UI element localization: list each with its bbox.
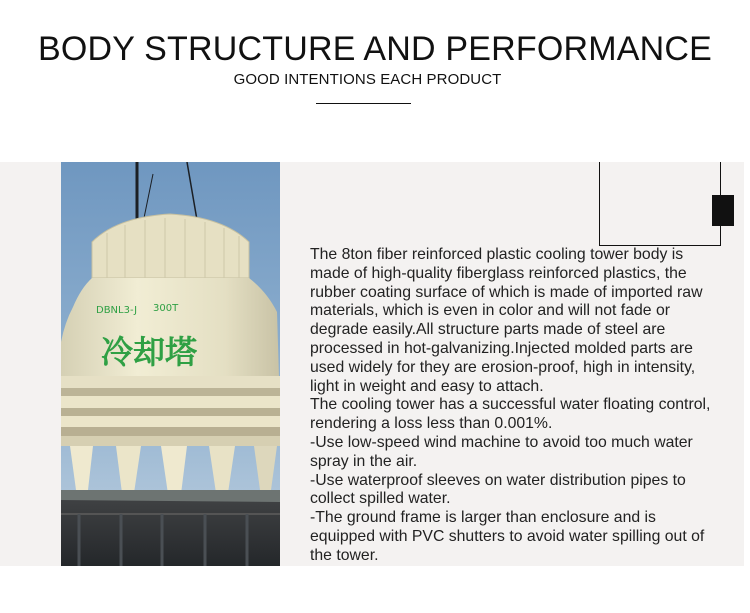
title-divider	[316, 103, 411, 104]
tower-louver-bands	[61, 376, 280, 436]
cooling-tower-illustration	[61, 162, 280, 566]
product-description	[310, 246, 715, 566]
page-header	[0, 0, 750, 162]
description-paragraph-5: -The ground frame is larger than enclosure and is equipped with PVC shutters to avoid water spilling out of the tower.	[310, 509, 705, 564]
content-panel	[0, 162, 744, 566]
tower-capacity-label: 300T	[153, 303, 179, 314]
decorative-corner-frame	[599, 162, 721, 246]
bottom-margin	[0, 566, 750, 613]
description-paragraph-3: -Use low-speed wind machine to avoid too much water spray in the air.	[310, 433, 693, 470]
tower-chinese-label: 冷却塔	[101, 333, 198, 371]
tower-model-label: DBNL3-J	[96, 305, 138, 316]
page-title: BODY STRUCTURE AND PERFORMANCE	[37, 30, 713, 68]
page-subtitle: GOOD INTENTIONS EACH PRODUCT	[233, 71, 502, 88]
decorative-black-tab	[712, 195, 734, 226]
cooling-tower-image	[61, 162, 280, 566]
description-paragraph-4: -Use waterproof sleeves on water distribution pipes to collect spilled water.	[310, 471, 686, 508]
description-paragraph-2: The cooling tower has a successful water floating control, rendering a loss less than 0.001%.	[310, 396, 711, 433]
description-paragraph-1: The 8ton fiber reinforced plastic cooling tower body is made of high-quality fiberglass reinforced plastics, the rubber coating surface of which is made of imported raw materials, which is even in color and will not fade or degrade easily.All structure parts made of steel are processed in hot-galvanizing.Injected molded parts are used widely for they are erosion-proof, high in intensity, light in weight and easy to attach.	[310, 246, 703, 395]
